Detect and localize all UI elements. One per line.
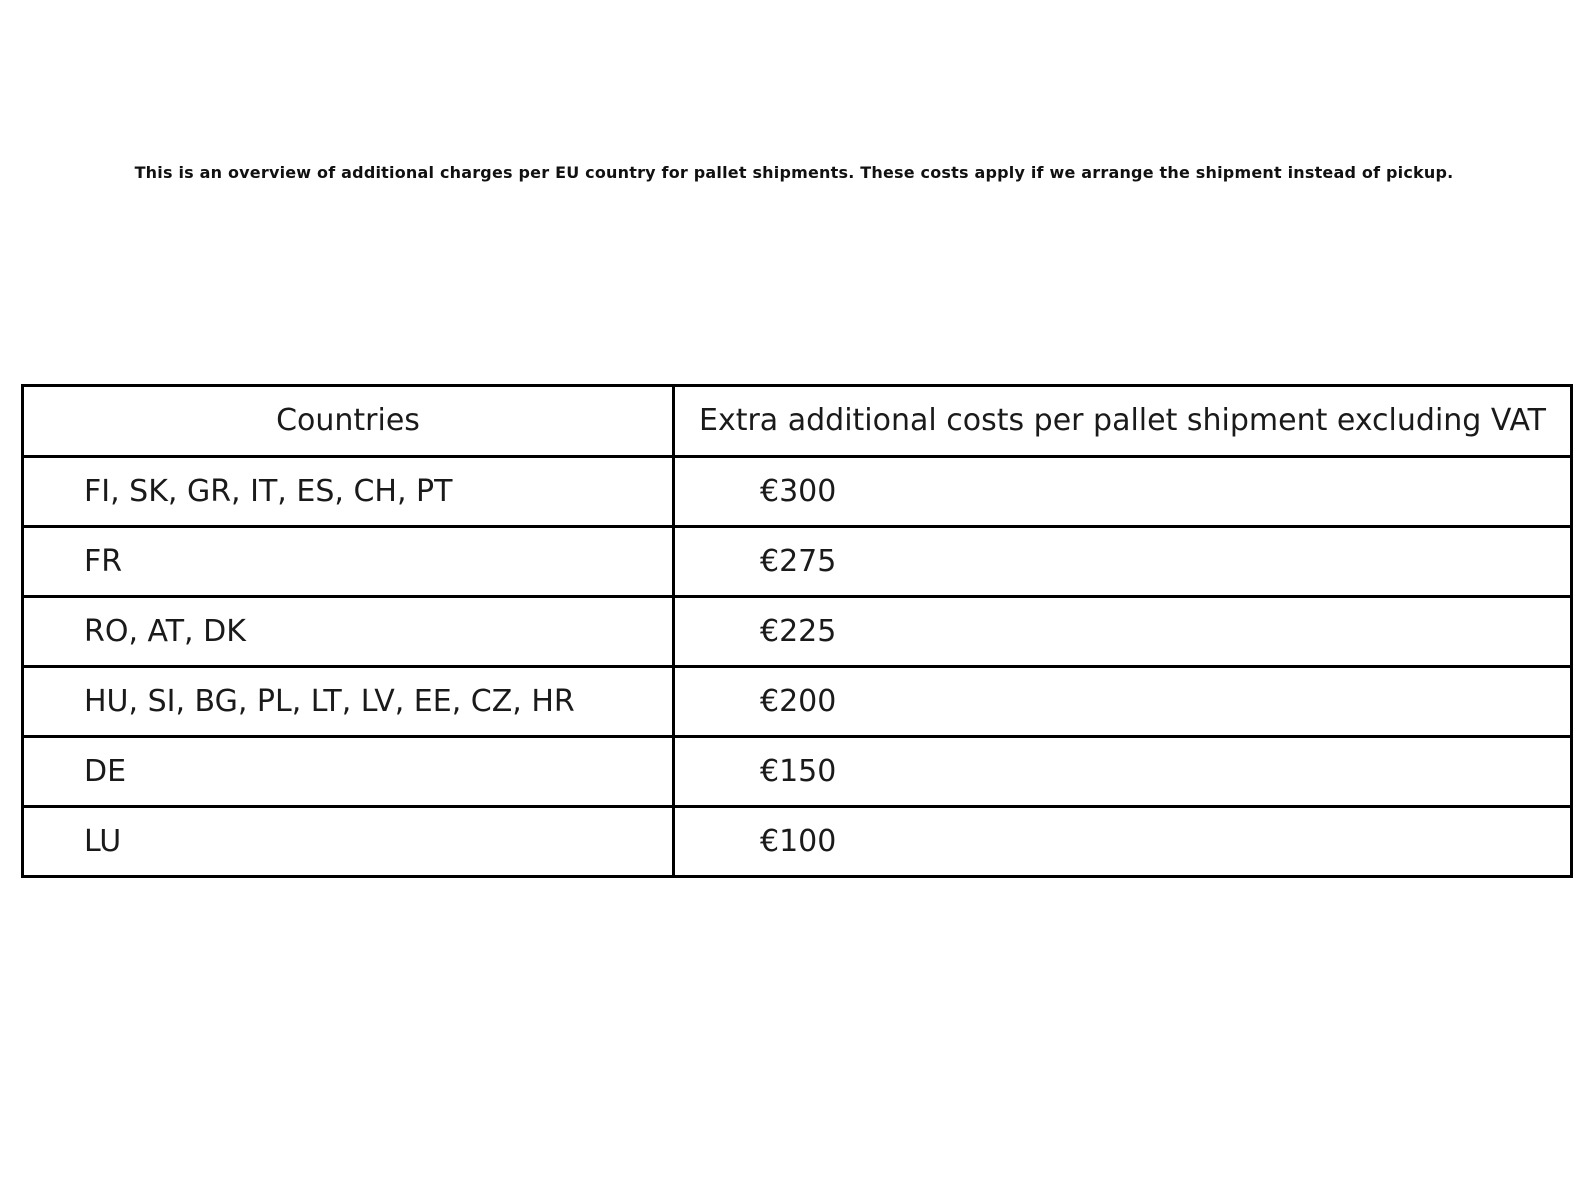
table-row: [23, 667, 1572, 737]
countries-cell: HU, SI, BG, PL, LT, LV, EE, CZ, HR: [23, 667, 674, 737]
countries-cell: LU: [23, 807, 674, 877]
countries-cell: FR: [23, 527, 674, 597]
table-row: [23, 807, 1572, 877]
header-extra-costs: Extra additional costs per pallet shipment excluding VAT: [674, 386, 1572, 457]
cost-cell: €100: [674, 807, 1572, 877]
countries-cell: FI, SK, GR, IT, ES, CH, PT: [23, 457, 674, 527]
charges-table: [21, 384, 1573, 878]
table-header-row: [23, 386, 1572, 457]
countries-cell: DE: [23, 737, 674, 807]
cost-cell: €225: [674, 597, 1572, 667]
countries-cell: RO, AT, DK: [23, 597, 674, 667]
table-row: [23, 737, 1572, 807]
cost-cell: €275: [674, 527, 1572, 597]
page-title: This is an overview of additional charges per EU country for pallet shipments. These costs apply if we arrange the shipment instead of pickup.: [134, 163, 1454, 182]
table-row: [23, 457, 1572, 527]
table-row: [23, 527, 1572, 597]
cost-cell: €300: [674, 457, 1572, 527]
cost-cell: €200: [674, 667, 1572, 737]
cost-cell: €150: [674, 737, 1572, 807]
table-row: [23, 597, 1572, 667]
header-countries: Countries: [23, 386, 674, 457]
